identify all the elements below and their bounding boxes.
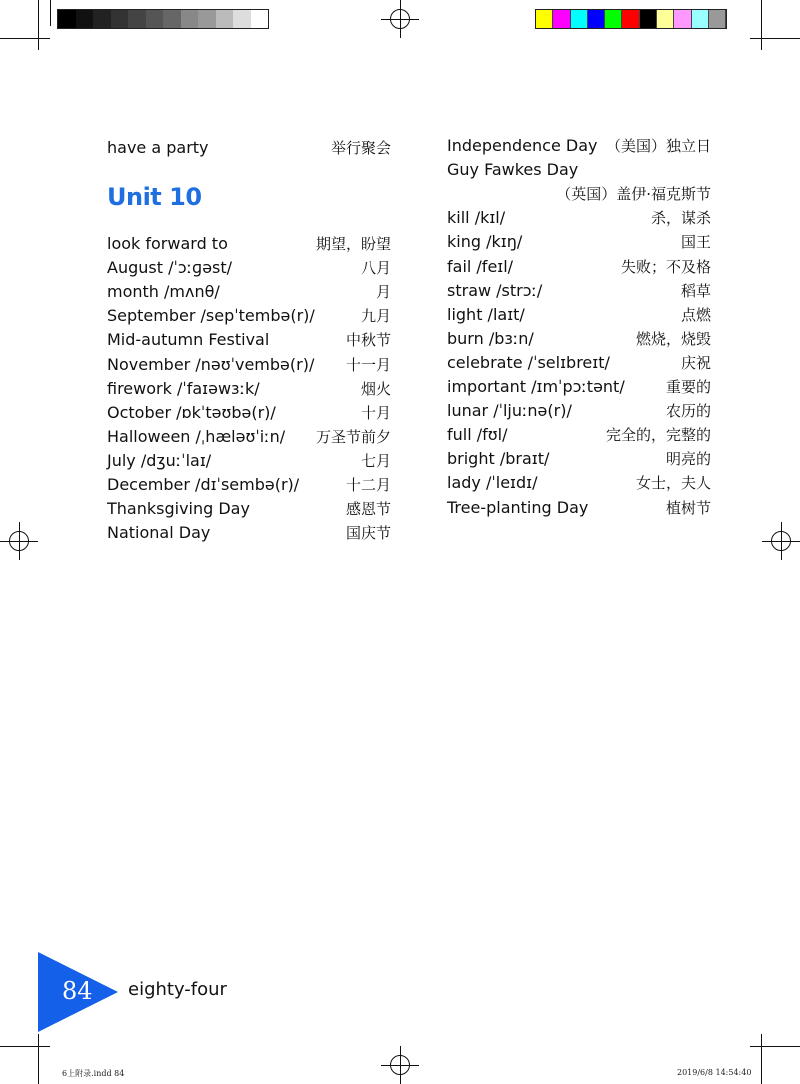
vocab-entry	[107, 473, 391, 497]
vocab-english: celebrate /ˈselɪbreɪt/	[447, 352, 610, 372]
slug-filename: 6上附录.indd 84	[62, 1069, 125, 1078]
color-swatch	[657, 10, 674, 28]
color-swatch	[692, 10, 709, 28]
vocab-english: firework /ˈfaɪəwɜːk/	[107, 378, 260, 398]
vocab-chinese: 万圣节前夕	[315, 427, 391, 446]
vocab-entry	[447, 182, 711, 206]
color-swatch	[640, 10, 657, 28]
gray-swatch	[216, 10, 234, 28]
vocab-english: August /ˈɔːɡəst/	[107, 258, 233, 278]
vocab-chinese: 十一月	[345, 355, 391, 374]
crop-mark	[38, 0, 39, 50]
gray-swatch	[251, 10, 269, 28]
vocab-chinese: 八月	[360, 259, 391, 278]
vocab-english: light /laɪt/	[447, 304, 525, 324]
vocab-english: December /dɪˈsembə(r)/	[107, 475, 300, 494]
vocab-english: have a party	[107, 138, 209, 157]
vocab-chinese: 中秋节	[345, 331, 391, 350]
color-swatch	[588, 10, 605, 28]
vocab-chinese: 十二月	[345, 476, 391, 494]
color-swatch	[553, 10, 570, 28]
grayscale-color-bar	[57, 9, 269, 29]
gray-swatch	[233, 10, 251, 28]
vocab-entry	[447, 158, 711, 182]
vocab-chinese: 燃烧，烧毁	[635, 329, 711, 348]
gray-swatch	[128, 10, 146, 28]
vocab-entry	[447, 134, 711, 158]
slug-timestamp: 2019/6/8 14:54:40	[677, 1068, 752, 1077]
vocab-chinese: 女士，夫人	[635, 474, 711, 493]
color-swatch	[605, 10, 622, 28]
vocab-entry	[107, 304, 391, 328]
vocab-chinese: 农历的	[665, 402, 711, 421]
vocab-entry	[447, 447, 711, 471]
vocab-entry	[107, 425, 391, 449]
vocab-chinese: 举行聚会	[330, 139, 391, 157]
crop-mark	[761, 0, 762, 50]
color-swatch	[709, 10, 726, 28]
vocab-entry	[447, 399, 711, 423]
gray-swatch	[181, 10, 199, 28]
vocab-english: Independence Day	[447, 136, 598, 155]
vocab-chinese: 期望，盼望	[315, 235, 391, 253]
registration-mark-bottom	[381, 1046, 419, 1084]
vocab-entry	[107, 401, 391, 425]
vocab-english: bright /braɪt/	[447, 449, 550, 469]
crop-mark	[750, 38, 800, 39]
vocab-english: lady /ˈleɪdɪ/	[447, 473, 538, 493]
vocab-english: king /kɪŋ/	[447, 232, 523, 252]
vocab-english: burn /bɜːn/	[447, 328, 534, 348]
vocab-entry	[107, 449, 391, 473]
vocab-chinese: 完全的，完整的	[605, 426, 711, 445]
gray-swatch	[76, 10, 94, 28]
vocab-english: fail /feɪl/	[447, 256, 514, 276]
vocab-chinese: 九月	[360, 307, 391, 326]
vocab-chinese: （英国）盖伊·福克斯节	[556, 185, 711, 204]
vocab-entry	[107, 280, 391, 304]
vocab-english: Halloween /ˌhæləʊˈiːn/	[107, 426, 286, 446]
crop-mark	[0, 38, 50, 39]
vocab-chinese: 杀，谋杀	[650, 209, 711, 228]
vocab-english: National Day	[107, 523, 211, 543]
registration-mark-left	[0, 522, 38, 560]
vocab-english: July /dʒuːˈlaɪ/	[107, 450, 212, 470]
page-number: 84	[62, 977, 93, 1005]
vocab-english: Mid-autumn Festival	[107, 330, 270, 350]
registration-mark-top	[381, 0, 419, 38]
vocab-chinese: 十月	[360, 403, 391, 422]
gray-swatch	[163, 10, 181, 28]
vocab-chinese: 植树节	[665, 498, 711, 517]
vocab-english: lunar /ˈljuːnə(r)/	[447, 401, 572, 421]
vocab-chinese: 烟火	[360, 379, 391, 398]
vocab-entry	[447, 375, 711, 399]
color-swatch	[622, 10, 639, 28]
gray-swatch	[111, 10, 129, 28]
vocab-entry	[107, 136, 391, 160]
vocab-entry	[447, 351, 711, 375]
page-number-words: eighty-four	[128, 979, 227, 1000]
vocab-english: look forward to	[107, 234, 228, 253]
crop-mark	[50, 0, 51, 26]
vocab-chinese: 国庆节	[345, 524, 391, 543]
vocab-chinese: 七月	[360, 451, 391, 470]
vocab-entry	[447, 279, 711, 303]
vocab-entry	[447, 471, 711, 495]
crop-mark	[750, 1046, 800, 1047]
color-swatch	[571, 10, 588, 28]
vocab-english: straw /strɔː/	[447, 280, 543, 300]
vocab-chinese: 重要的	[665, 378, 711, 396]
crop-mark	[38, 1034, 39, 1084]
vocab-entry	[107, 521, 391, 545]
gray-swatch	[58, 10, 76, 28]
gray-swatch	[93, 10, 111, 28]
vocab-entry	[447, 303, 711, 327]
unit-title: Unit 10	[107, 183, 202, 211]
vocab-entry	[447, 230, 711, 254]
vocab-english: October /ɒkˈtəʊbə(r)/	[107, 402, 276, 422]
vocab-english: Thanksgiving Day	[107, 499, 250, 519]
color-swatch	[674, 10, 691, 28]
vocab-chinese: 感恩节	[345, 500, 391, 519]
vocab-english: Guy Fawkes Day	[447, 160, 579, 180]
vocab-chinese: 国王	[680, 233, 711, 252]
vocab-entry	[447, 423, 711, 447]
vocab-entry	[447, 327, 711, 351]
vocab-chinese: 明亮的	[665, 450, 711, 469]
vocab-chinese: 点燃	[680, 305, 711, 324]
vocab-english: September /sepˈtembə(r)/	[107, 306, 315, 326]
vocab-english: full /fʊl/	[447, 425, 508, 445]
vocab-english: important /ɪmˈpɔːtənt/	[447, 377, 625, 396]
registration-mark-right	[762, 522, 800, 560]
vocab-entry	[107, 377, 391, 401]
vocab-english: Tree-planting Day	[447, 497, 589, 517]
color-swatch	[536, 10, 553, 28]
vocab-english: November /nəʊˈvembə(r)/	[107, 354, 315, 374]
vocab-english: kill /kɪl/	[447, 208, 506, 228]
vocab-entry	[107, 497, 391, 521]
vocab-entry	[107, 232, 391, 256]
vocab-entry	[107, 328, 391, 352]
vocab-chinese: 庆祝	[680, 353, 711, 372]
crop-mark	[0, 1046, 50, 1047]
vocab-english: month /mʌnθ/	[107, 282, 220, 302]
gray-swatch	[146, 10, 164, 28]
vocab-entry	[107, 256, 391, 280]
cmyk-color-bar	[535, 9, 727, 29]
vocab-entry	[447, 255, 711, 279]
vocab-entry	[107, 353, 391, 377]
crop-mark	[761, 1034, 762, 1084]
vocab-chinese: 月	[375, 283, 391, 302]
vocab-chinese: 稻草	[680, 281, 711, 300]
vocab-entry	[447, 206, 711, 230]
vocab-chinese: （美国）独立日	[605, 137, 711, 155]
vocab-entry	[447, 496, 711, 520]
gray-swatch	[198, 10, 216, 28]
vocab-chinese: 失败；不及格	[620, 257, 711, 276]
